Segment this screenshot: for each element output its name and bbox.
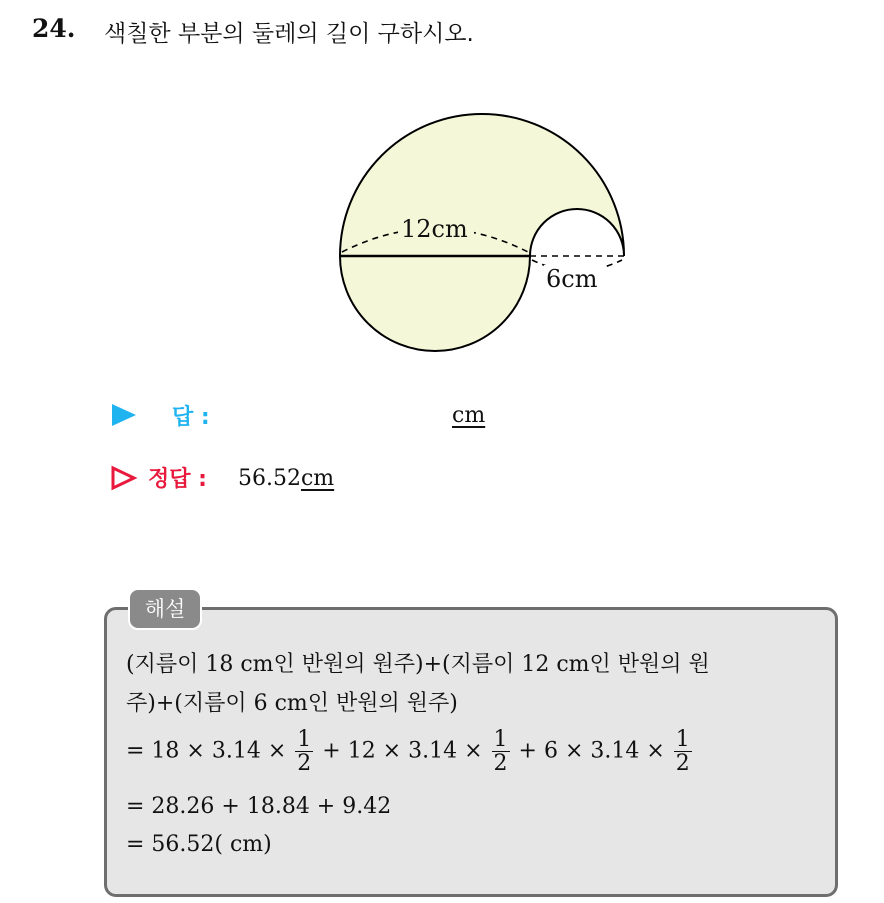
semicircle-figure bbox=[0, 0, 884, 400]
fraction-half-2 bbox=[492, 728, 510, 775]
label-6cm: 6cm bbox=[546, 265, 598, 293]
triangle-right-outline-icon bbox=[110, 465, 138, 491]
calc-term-3: + 6 × 3.14 × bbox=[518, 738, 665, 764]
label-12cm: 12cm bbox=[401, 215, 468, 243]
correct-value: 56.52 bbox=[238, 466, 301, 491]
shaded-region bbox=[340, 114, 624, 351]
answer-unit: cm bbox=[452, 403, 486, 428]
fraction-denominator: 2 bbox=[297, 751, 312, 777]
question-text: 색칠한 부분의 둘레의 길이 구하시오. bbox=[104, 21, 474, 47]
solution-tag: 해설 bbox=[128, 588, 202, 630]
correct-value-group bbox=[238, 466, 334, 491]
solution-line-2: 주)+(지름이 6 cm인 반원의 원주) bbox=[126, 691, 458, 716]
fraction-denominator: 2 bbox=[493, 751, 508, 777]
fraction-half-3 bbox=[674, 728, 692, 775]
solution-line-5: = 56.52( cm) bbox=[126, 832, 272, 857]
question-number: 24. bbox=[32, 14, 76, 43]
fraction-numerator: 1 bbox=[297, 727, 312, 752]
fraction-numerator: 1 bbox=[675, 727, 690, 752]
fraction-denominator: 2 bbox=[675, 751, 690, 777]
correct-answer-row bbox=[110, 462, 530, 494]
solution-line-3 bbox=[126, 728, 694, 775]
answer-row bbox=[110, 400, 530, 432]
solution-line-4: = 28.26 + 18.84 + 9.42 bbox=[126, 794, 392, 819]
correct-unit: cm bbox=[300, 466, 335, 491]
correct-label: 정답 : bbox=[148, 467, 207, 492]
fraction-numerator: 1 bbox=[493, 727, 508, 752]
fraction-half-1 bbox=[295, 728, 313, 775]
answer-label: 답 : bbox=[172, 405, 210, 430]
calc-term-1: = 18 × 3.14 × bbox=[126, 738, 287, 764]
triangle-right-filled-icon bbox=[112, 404, 136, 426]
solution-line-1: (지름이 18 cm인 반원의 원주)+(지름이 12 cm인 반원의 원 bbox=[126, 652, 710, 677]
calc-term-2: + 12 × 3.14 × bbox=[322, 738, 483, 764]
